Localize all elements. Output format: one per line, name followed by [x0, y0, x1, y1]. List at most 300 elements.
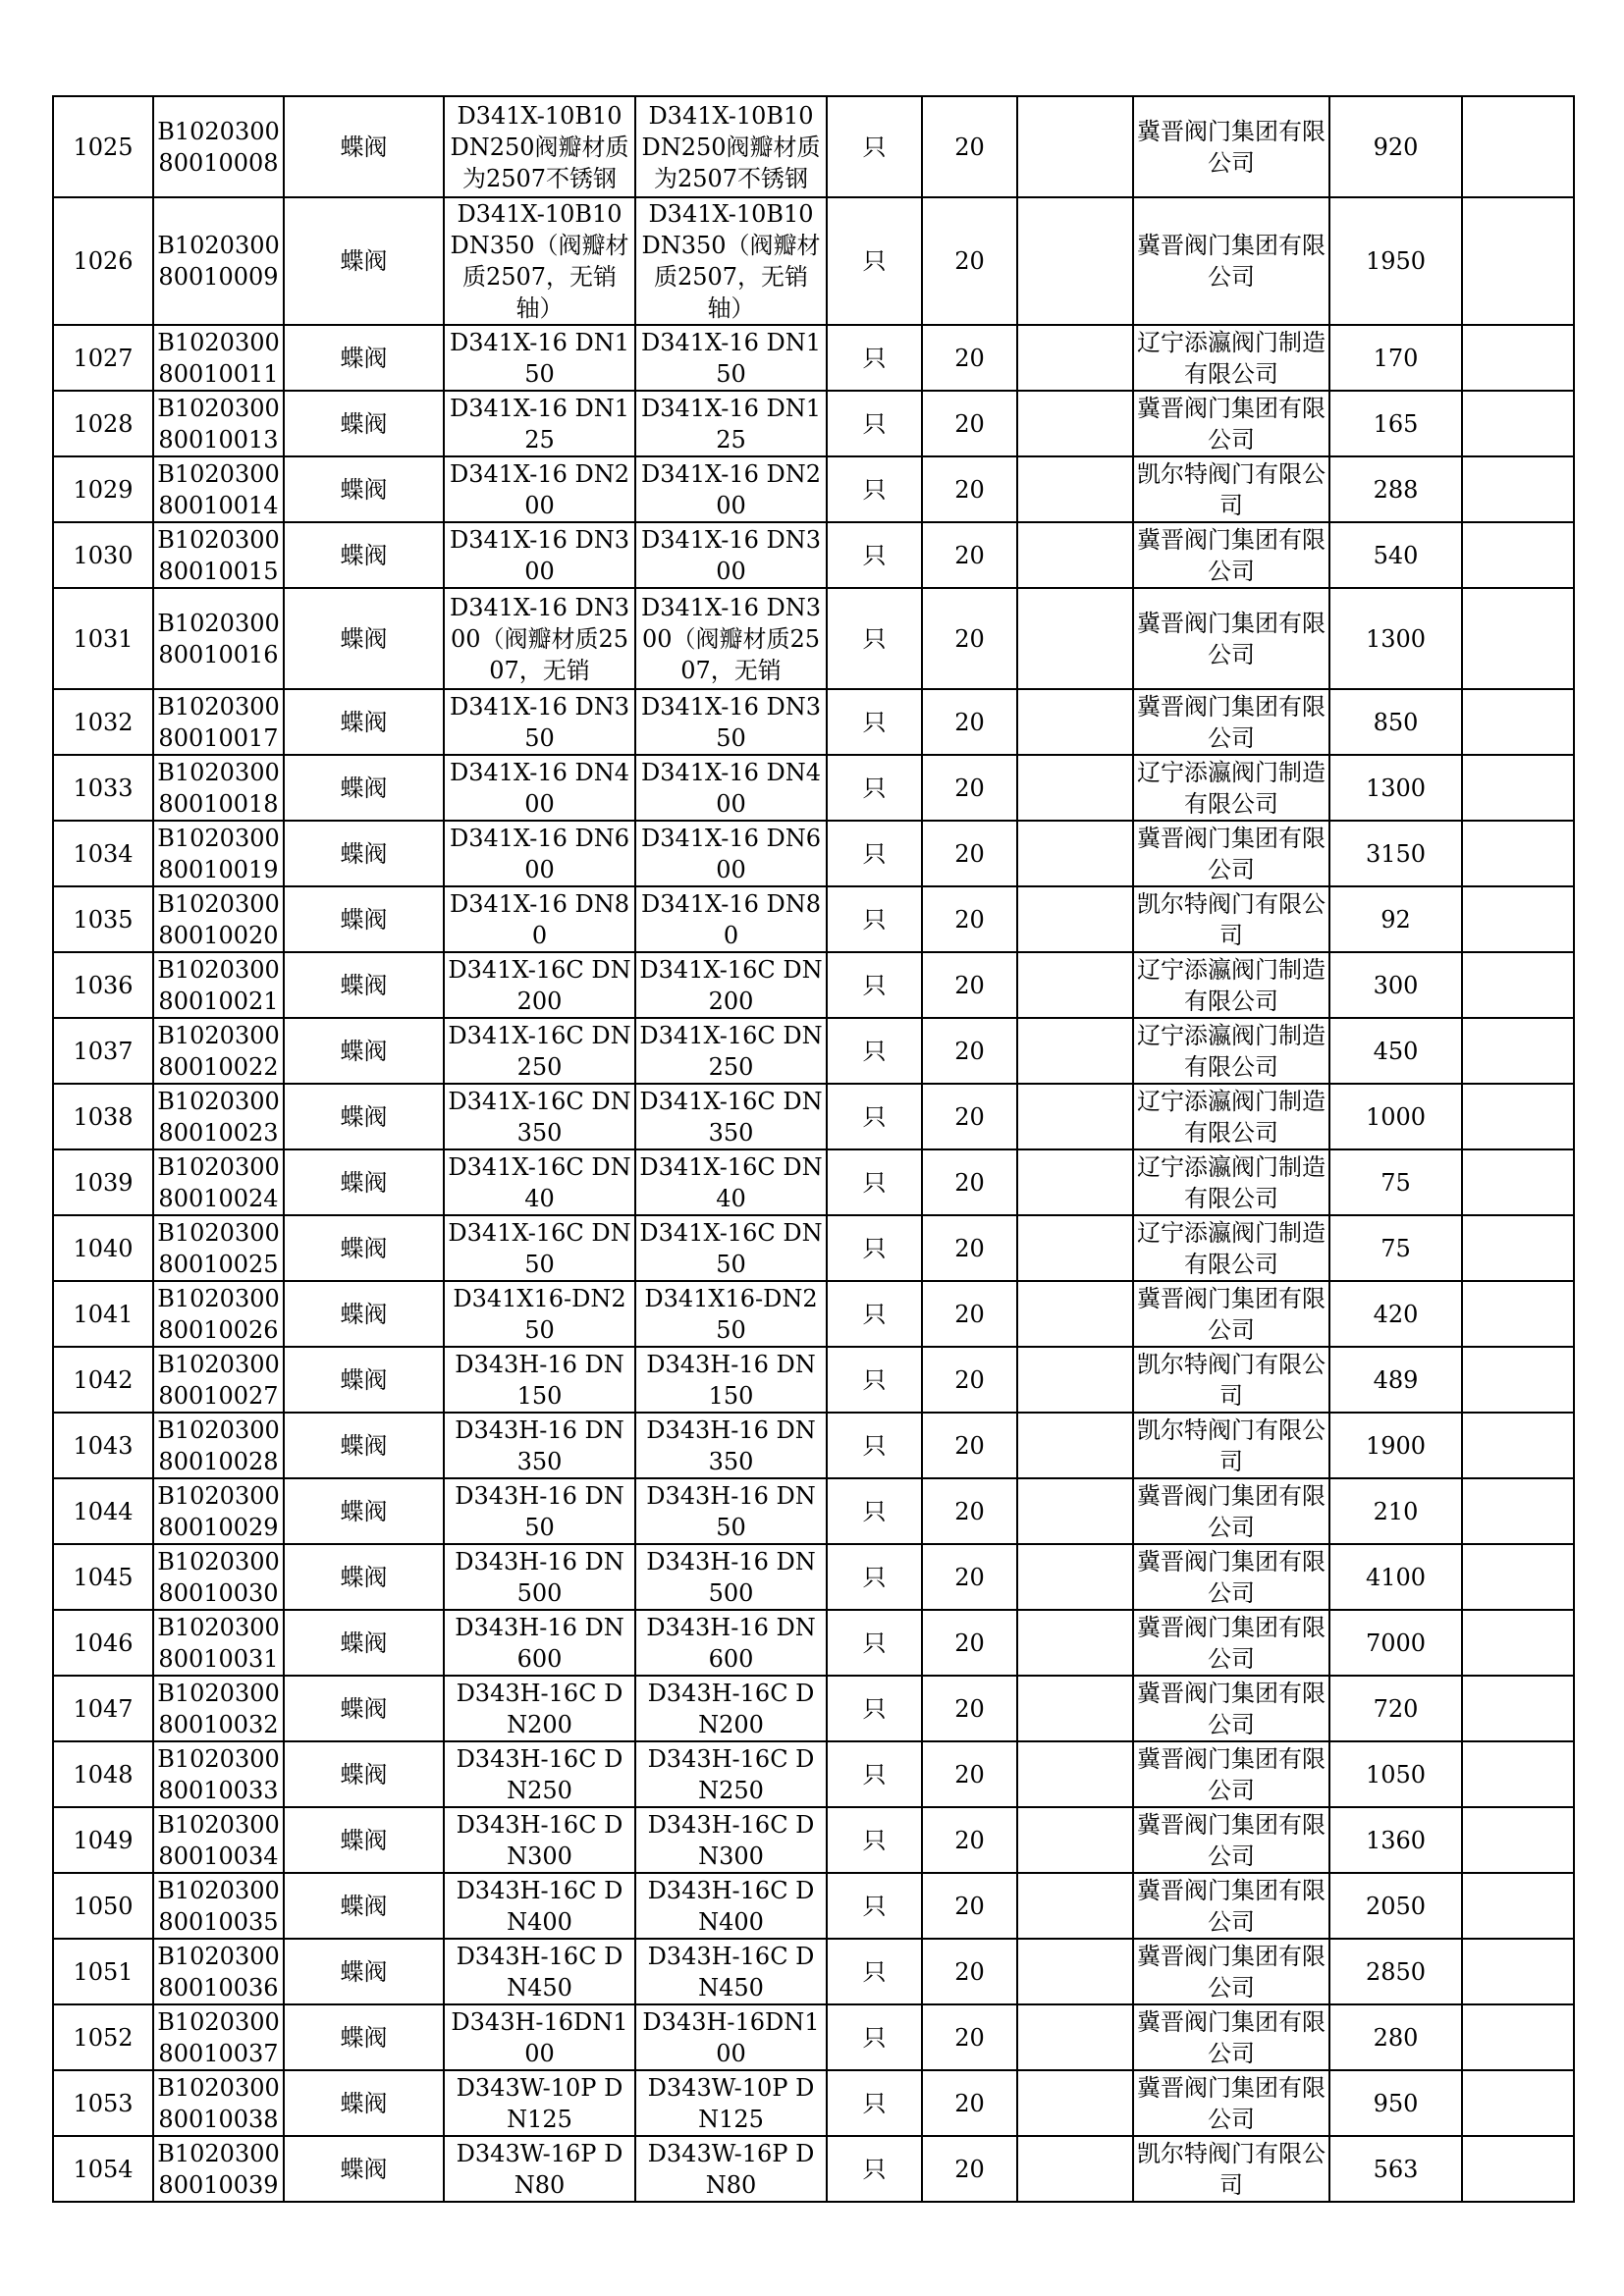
remark-cell: [1462, 325, 1574, 391]
unit-price-cell: [1329, 952, 1462, 1018]
unit-price: 4100: [1365, 1563, 1427, 1591]
model-number-cell: [444, 1807, 635, 1873]
remark-cell: [1462, 96, 1574, 197]
empty-column-cell: [1017, 1347, 1133, 1413]
specification: D341X-16C DN50: [639, 1218, 823, 1278]
unit: 只: [862, 1892, 887, 1920]
empty-column-cell: [1017, 689, 1133, 755]
specification: D343H-16DN100: [642, 2007, 820, 2067]
specification-cell: [635, 588, 827, 689]
unit: 只: [862, 133, 887, 161]
empty-column-cell: [1017, 1544, 1133, 1610]
item-name-cell: [284, 2004, 444, 2070]
specification: D341X-16C DN40: [639, 1152, 823, 1212]
supplier-name: 凯尔特阀门有限公司: [1137, 459, 1326, 519]
unit-cell: [827, 1281, 922, 1347]
unit-price-cell: [1329, 1149, 1462, 1215]
quantity: 20: [954, 1102, 985, 1131]
supplier-name-cell: [1133, 1676, 1329, 1741]
supplier-name-cell: [1133, 1149, 1329, 1215]
row-number: 1050: [73, 1892, 134, 1920]
unit-cell: [827, 522, 922, 588]
quantity-cell: [922, 1281, 1017, 1347]
empty-column-cell: [1017, 391, 1133, 456]
quantity-cell: [922, 1741, 1017, 1807]
unit-price: 3150: [1365, 839, 1427, 868]
supplier-name-cell: [1133, 1873, 1329, 1939]
specification-cell: [635, 1347, 827, 1413]
item-name-cell: [284, 689, 444, 755]
unit-price: 489: [1373, 1365, 1419, 1394]
remark-cell: [1462, 1413, 1574, 1478]
specification: D341X-16 DN600: [640, 824, 822, 883]
item-name: 蝶阀: [340, 1760, 388, 1789]
material-code-cell: [153, 1413, 284, 1478]
item-name: 蝶阀: [340, 1102, 388, 1131]
quantity: 20: [954, 1826, 985, 1854]
table-row: [53, 755, 1574, 821]
quantity: 20: [954, 905, 985, 934]
specification: D343H-16C DN400: [647, 1876, 815, 1936]
material-code: B1020300 80010039: [157, 2139, 280, 2199]
supplier-name-cell: [1133, 197, 1329, 325]
material-code: B1020300 80010008: [157, 117, 280, 177]
row-number-cell: [53, 2004, 153, 2070]
quantity-cell: [922, 588, 1017, 689]
supplier-name: 冀晋阀门集团有限公司: [1137, 1744, 1326, 1804]
item-name: 蝶阀: [340, 1037, 388, 1065]
material-code: B1020300 80010036: [157, 1942, 280, 2002]
material-code-cell: [153, 1741, 284, 1807]
item-name: 蝶阀: [340, 1497, 388, 1525]
supplier-name: 冀晋阀门集团有限公司: [1137, 117, 1326, 177]
unit-price-cell: [1329, 1478, 1462, 1544]
model-number: D341X-16 DN300（阀瓣材质2507，无销: [449, 593, 630, 684]
model-number: D343H-16C DN300: [456, 1810, 623, 1870]
unit-price: 170: [1373, 344, 1419, 372]
quantity: 20: [954, 475, 985, 504]
supplier-name-cell: [1133, 1281, 1329, 1347]
material-code-cell: [153, 1347, 284, 1413]
specification: D341X16-DN250: [644, 1284, 818, 1344]
unit: 只: [862, 2089, 887, 2117]
table-row: [53, 197, 1574, 325]
supplier-name-cell: [1133, 2136, 1329, 2202]
model-number: D343H-16C DN200: [456, 1679, 623, 1738]
unit-cell: [827, 391, 922, 456]
unit-price: 450: [1373, 1037, 1419, 1065]
row-number: 1051: [73, 1957, 134, 1986]
unit: 只: [862, 905, 887, 934]
unit-price: 92: [1380, 905, 1411, 934]
model-number-cell: [444, 1018, 635, 1084]
quantity: 20: [954, 1497, 985, 1525]
remark-cell: [1462, 1084, 1574, 1149]
specification: D343H-16C DN300: [647, 1810, 815, 1870]
row-number: 1035: [73, 905, 134, 934]
empty-column-cell: [1017, 1676, 1133, 1741]
supplier-name-cell: [1133, 456, 1329, 522]
specification: D343H-16C DN200: [647, 1679, 815, 1738]
row-number-cell: [53, 689, 153, 755]
unit-cell: [827, 1741, 922, 1807]
material-code-cell: [153, 821, 284, 886]
specification-cell: [635, 886, 827, 952]
model-number-cell: [444, 1347, 635, 1413]
price-table: [52, 95, 1575, 2203]
specification: D341X-16 DN80: [640, 889, 822, 949]
unit-price: 1360: [1365, 1826, 1427, 1854]
unit: 只: [862, 1168, 887, 1197]
item-name-cell: [284, 1676, 444, 1741]
quantity-cell: [922, 1413, 1017, 1478]
row-number-cell: [53, 821, 153, 886]
row-number: 1027: [73, 344, 134, 372]
quantity: 20: [954, 344, 985, 372]
model-number-cell: [444, 391, 635, 456]
remark-cell: [1462, 522, 1574, 588]
supplier-name: 冀晋阀门集团有限公司: [1137, 1613, 1326, 1673]
unit: 只: [862, 839, 887, 868]
model-number: D341X-16C DN350: [448, 1087, 631, 1147]
item-name: 蝶阀: [340, 1234, 388, 1262]
supplier-name: 冀晋阀门集团有限公司: [1137, 525, 1326, 585]
item-name-cell: [284, 1478, 444, 1544]
quantity-cell: [922, 1610, 1017, 1676]
unit-price: 720: [1373, 1694, 1419, 1723]
quantity: 20: [954, 2155, 985, 2183]
model-number: D341X-16 DN80: [449, 889, 630, 949]
model-number-cell: [444, 886, 635, 952]
specification-cell: [635, 391, 827, 456]
remark-cell: [1462, 1873, 1574, 1939]
supplier-name-cell: [1133, 96, 1329, 197]
supplier-name: 辽宁添瀛阀门制造有限公司: [1137, 955, 1326, 1015]
supplier-name-cell: [1133, 821, 1329, 886]
specification: D341X-16C DN350: [639, 1087, 823, 1147]
material-code: B1020300 80010037: [157, 2007, 280, 2067]
specification-cell: [635, 96, 827, 197]
unit-price-cell: [1329, 1610, 1462, 1676]
specification-cell: [635, 952, 827, 1018]
row-number: 1042: [73, 1365, 134, 1394]
unit: 只: [862, 1037, 887, 1065]
table-body: [53, 96, 1574, 2202]
row-number-cell: [53, 1741, 153, 1807]
material-code-cell: [153, 2136, 284, 2202]
supplier-name-cell: [1133, 1544, 1329, 1610]
quantity-cell: [922, 1084, 1017, 1149]
model-number-cell: [444, 1478, 635, 1544]
table-row: [53, 1413, 1574, 1478]
specification: D343H-16 DN50: [646, 1481, 816, 1541]
model-number-cell: [444, 522, 635, 588]
row-number: 1029: [73, 475, 134, 504]
model-number: D341X-16C DN50: [448, 1218, 631, 1278]
unit-price-cell: [1329, 2136, 1462, 2202]
row-number: 1049: [73, 1826, 134, 1854]
unit-price-cell: [1329, 1544, 1462, 1610]
quantity: 20: [954, 2023, 985, 2052]
unit-price-cell: [1329, 1281, 1462, 1347]
specification-cell: [635, 456, 827, 522]
supplier-name-cell: [1133, 588, 1329, 689]
item-name: 蝶阀: [340, 1957, 388, 1986]
remark-cell: [1462, 1610, 1574, 1676]
supplier-name-cell: [1133, 1610, 1329, 1676]
table-row: [53, 391, 1574, 456]
remark-cell: [1462, 1347, 1574, 1413]
model-number: D341X-16 DN150: [449, 328, 630, 388]
unit-cell: [827, 755, 922, 821]
model-number-cell: [444, 1281, 635, 1347]
model-number: D341X-16 DN300: [449, 525, 630, 585]
specification: D343H-16C DN250: [647, 1744, 815, 1804]
specification-cell: [635, 1939, 827, 2004]
model-number-cell: [444, 1610, 635, 1676]
quantity-cell: [922, 886, 1017, 952]
model-number-cell: [444, 2004, 635, 2070]
model-number: D343H-16 DN600: [455, 1613, 624, 1673]
specification-cell: [635, 1413, 827, 1478]
supplier-name-cell: [1133, 1347, 1329, 1413]
unit-price: 1050: [1365, 1760, 1427, 1789]
unit: 只: [862, 2023, 887, 2052]
empty-column-cell: [1017, 1084, 1133, 1149]
row-number: 1039: [73, 1168, 134, 1197]
unit-price-cell: [1329, 325, 1462, 391]
row-number: 1032: [73, 708, 134, 736]
specification-cell: [635, 1544, 827, 1610]
unit: 只: [862, 1760, 887, 1789]
model-number-cell: [444, 325, 635, 391]
specification: D341X-10B10 DN350（阀瓣材质2507，无销轴）: [641, 200, 821, 322]
quantity: 20: [954, 774, 985, 802]
supplier-name: 冀晋阀门集团有限公司: [1137, 1810, 1326, 1870]
unit-cell: [827, 689, 922, 755]
table-row: [53, 1018, 1574, 1084]
unit-cell: [827, 588, 922, 689]
material-code: B1020300 80010011: [157, 328, 280, 388]
empty-column-cell: [1017, 456, 1133, 522]
row-number-cell: [53, 197, 153, 325]
item-name: 蝶阀: [340, 774, 388, 802]
material-code-cell: [153, 1281, 284, 1347]
empty-column-cell: [1017, 1610, 1133, 1676]
unit-cell: [827, 96, 922, 197]
supplier-name: 辽宁添瀛阀门制造有限公司: [1137, 758, 1326, 818]
item-name: 蝶阀: [340, 1563, 388, 1591]
supplier-name-cell: [1133, 1741, 1329, 1807]
unit-price: 280: [1373, 2023, 1419, 2052]
quantity-cell: [922, 1478, 1017, 1544]
row-number: 1044: [73, 1497, 134, 1525]
table-row: [53, 1347, 1574, 1413]
empty-column-cell: [1017, 1807, 1133, 1873]
specification-cell: [635, 1610, 827, 1676]
material-code-cell: [153, 1478, 284, 1544]
item-name-cell: [284, 1347, 444, 1413]
table-row: [53, 886, 1574, 952]
supplier-name: 辽宁添瀛阀门制造有限公司: [1137, 1021, 1326, 1081]
unit-cell: [827, 1544, 922, 1610]
unit-price-cell: [1329, 1347, 1462, 1413]
supplier-name: 凯尔特阀门有限公司: [1137, 1415, 1326, 1475]
unit-price-cell: [1329, 755, 1462, 821]
model-number-cell: [444, 456, 635, 522]
quantity-cell: [922, 755, 1017, 821]
row-number-cell: [53, 1413, 153, 1478]
empty-column-cell: [1017, 1281, 1133, 1347]
specification-cell: [635, 1084, 827, 1149]
unit-price-cell: [1329, 522, 1462, 588]
supplier-name: 冀晋阀门集团有限公司: [1137, 609, 1326, 668]
supplier-name-cell: [1133, 952, 1329, 1018]
empty-column-cell: [1017, 1939, 1133, 2004]
unit: 只: [862, 247, 887, 275]
unit-price: 300: [1373, 971, 1419, 999]
row-number: 1043: [73, 1431, 134, 1460]
model-number: D341X-16 DN125: [449, 394, 630, 454]
supplier-name-cell: [1133, 1084, 1329, 1149]
model-number-cell: [444, 1084, 635, 1149]
quantity: 20: [954, 1563, 985, 1591]
empty-column-cell: [1017, 522, 1133, 588]
model-number: D343H-16C DN250: [456, 1744, 623, 1804]
unit-price: 2050: [1365, 1892, 1427, 1920]
unit-price: 920: [1373, 133, 1419, 161]
material-code-cell: [153, 1084, 284, 1149]
unit-price: 1000: [1365, 1102, 1427, 1131]
item-name-cell: [284, 588, 444, 689]
row-number-cell: [53, 1807, 153, 1873]
specification-cell: [635, 689, 827, 755]
unit: 只: [862, 409, 887, 438]
specification: D341X-16C DN200: [639, 955, 823, 1015]
item-name-cell: [284, 1544, 444, 1610]
supplier-name-cell: [1133, 689, 1329, 755]
model-number-cell: [444, 1413, 635, 1478]
unit: 只: [862, 1300, 887, 1328]
row-number-cell: [53, 588, 153, 689]
specification-cell: [635, 755, 827, 821]
item-name: 蝶阀: [340, 1892, 388, 1920]
unit-cell: [827, 2070, 922, 2136]
quantity: 20: [954, 2089, 985, 2117]
material-code: B1020300 80010034: [157, 1810, 280, 1870]
unit-cell: [827, 1018, 922, 1084]
supplier-name-cell: [1133, 1018, 1329, 1084]
supplier-name-cell: [1133, 886, 1329, 952]
unit-price-cell: [1329, 821, 1462, 886]
model-number: D343W-10P DN125: [456, 2073, 623, 2133]
supplier-name-cell: [1133, 1807, 1329, 1873]
unit-price: 210: [1373, 1497, 1419, 1525]
unit-cell: [827, 952, 922, 1018]
row-number: 1052: [73, 2023, 134, 2052]
unit-price: 850: [1373, 708, 1419, 736]
row-number: 1045: [73, 1563, 134, 1591]
unit: 只: [862, 708, 887, 736]
quantity-cell: [922, 197, 1017, 325]
unit-cell: [827, 1807, 922, 1873]
row-number-cell: [53, 1149, 153, 1215]
material-code: B1020300 80010013: [157, 394, 280, 454]
item-name: 蝶阀: [340, 1629, 388, 1657]
model-number-cell: [444, 197, 635, 325]
quantity: 20: [954, 1760, 985, 1789]
table-row: [53, 96, 1574, 197]
remark-cell: [1462, 456, 1574, 522]
item-name: 蝶阀: [340, 2089, 388, 2117]
table-row: [53, 522, 1574, 588]
supplier-name-cell: [1133, 1939, 1329, 2004]
quantity-cell: [922, 2136, 1017, 2202]
item-name: 蝶阀: [340, 708, 388, 736]
model-number: D343H-16C DN400: [456, 1876, 623, 1936]
quantity-cell: [922, 1215, 1017, 1281]
quantity: 20: [954, 133, 985, 161]
quantity: 20: [954, 1300, 985, 1328]
table-row: [53, 325, 1574, 391]
supplier-name: 冀晋阀门集团有限公司: [1137, 1679, 1326, 1738]
row-number-cell: [53, 456, 153, 522]
row-number: 1025: [73, 133, 134, 161]
material-code: B1020300 80010029: [157, 1481, 280, 1541]
table-row: [53, 1676, 1574, 1741]
item-name-cell: [284, 1807, 444, 1873]
row-number: 1026: [73, 247, 134, 275]
quantity: 20: [954, 1037, 985, 1065]
row-number-cell: [53, 1676, 153, 1741]
supplier-name-cell: [1133, 1478, 1329, 1544]
material-code: B1020300 80010038: [157, 2073, 280, 2133]
material-code-cell: [153, 1149, 284, 1215]
specification: D343W-16P DN80: [647, 2139, 815, 2199]
material-code-cell: [153, 1807, 284, 1873]
specification: D343H-16 DN350: [646, 1415, 816, 1475]
empty-column-cell: [1017, 1741, 1133, 1807]
empty-column-cell: [1017, 886, 1133, 952]
unit-price: 75: [1380, 1168, 1411, 1197]
unit: 只: [862, 1234, 887, 1262]
unit-cell: [827, 197, 922, 325]
supplier-name: 凯尔特阀门有限公司: [1137, 2139, 1326, 2199]
remark-cell: [1462, 755, 1574, 821]
unit-price: 1900: [1365, 1431, 1427, 1460]
model-number-cell: [444, 1544, 635, 1610]
specification: D343H-16 DN600: [646, 1613, 816, 1673]
unit-price: 1300: [1365, 774, 1427, 802]
empty-column-cell: [1017, 96, 1133, 197]
material-code: B1020300 80010031: [157, 1613, 280, 1673]
specification-cell: [635, 821, 827, 886]
remark-cell: [1462, 2136, 1574, 2202]
supplier-name: 辽宁添瀛阀门制造有限公司: [1137, 328, 1326, 388]
unit-price: 7000: [1365, 1629, 1427, 1657]
specification-cell: [635, 325, 827, 391]
material-code: B1020300 80010033: [157, 1744, 280, 1804]
specification: D341X-16C DN250: [639, 1021, 823, 1081]
row-number-cell: [53, 1873, 153, 1939]
item-name: 蝶阀: [340, 905, 388, 934]
row-number-cell: [53, 2136, 153, 2202]
supplier-name: 冀晋阀门集团有限公司: [1137, 232, 1326, 291]
unit-cell: [827, 1215, 922, 1281]
material-code: B1020300 80010016: [157, 609, 280, 668]
remark-cell: [1462, 821, 1574, 886]
specification-cell: [635, 1873, 827, 1939]
